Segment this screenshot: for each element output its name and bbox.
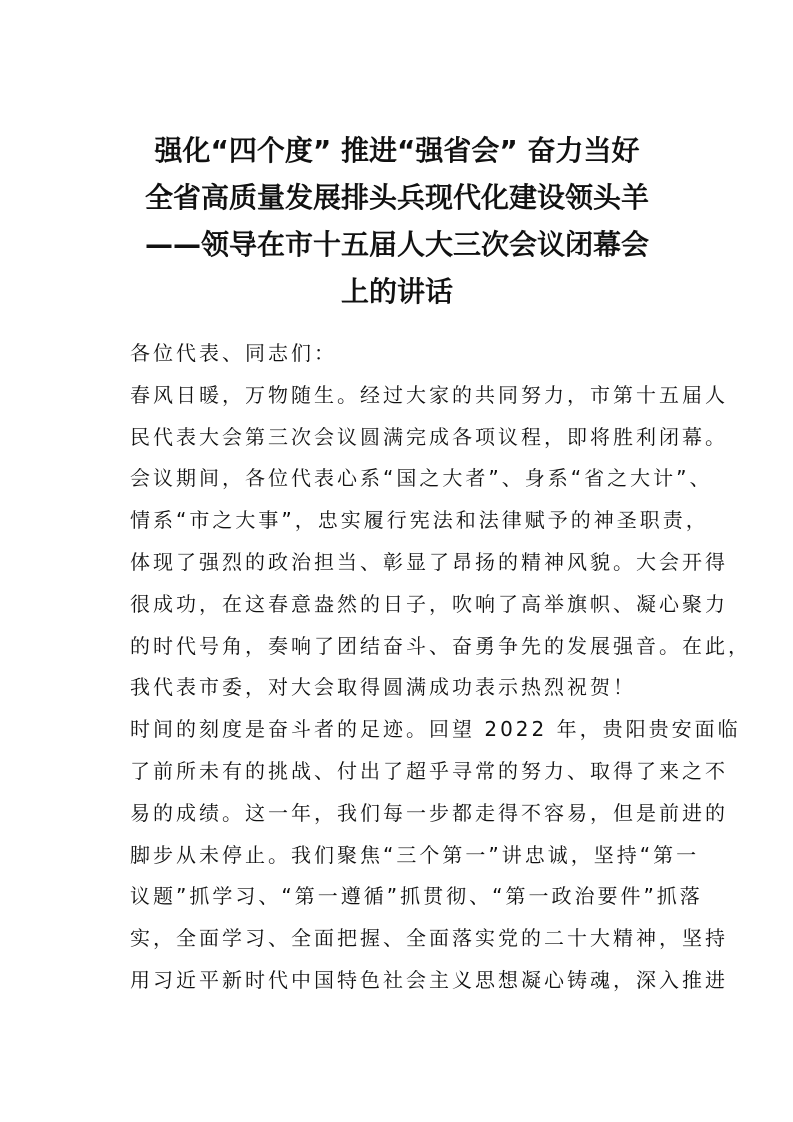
body-text-line: 实，全面学习、全面把握、全面落实党的二十大精神，坚持 (130, 926, 728, 951)
document-body (130, 333, 751, 1002)
body-text-line: 我代表市委，对大会取得圆满成功表示热烈祝贺！ (130, 675, 636, 700)
body-text-line: 各位代表、同志们： (130, 341, 337, 365)
body-text-line: 民代表大会第三次会议圆满完成各项议程，即将胜利闭幕。 (130, 424, 728, 449)
title-line: 强化“四个度” 推进“强省会” 奋力当好 (154, 134, 640, 167)
title-line: 全省高质量发展排头兵现代化建设领头羊 (144, 181, 649, 214)
body-text-line: 脚步从未停止。我们聚焦“三个第一”讲忠诚，坚持“第一 (130, 842, 700, 867)
subtitle-line: 上的讲话 (340, 275, 453, 308)
body-text-line: 易的成绩。这一年，我们每一步都走得不容易，但是前进的 (130, 800, 728, 825)
body-text-line: 体现了强烈的政治担当、彰显了昂扬的精神风貌。大会开得 (130, 549, 728, 574)
body-text-line: 的时代号角，奏响了团结奋斗、奋勇争先的发展强音。在此， (130, 633, 751, 658)
document-title (110, 127, 684, 315)
subtitle-line: ——领导在市十五届人大三次会议闭幕会 (144, 228, 649, 261)
body-text-line: 时间的刻度是奋斗者的足迹。回望 2022 年，贵阳贵安面临 (130, 717, 741, 742)
body-text-line: 议题”抓学习、“第一遵循”抓贯彻、“第一政治要件”抓落 (130, 884, 703, 909)
body-text-line: 情系“市之大事”，忠实履行宪法和法律赋予的神圣职责， (130, 508, 709, 533)
body-text-line: 了前所未有的挑战、付出了超乎寻常的努力、取得了来之不 (130, 758, 728, 783)
body-text-line: 春风日暖，万物随生。经过大家的共同努力，市第十五届人 (130, 382, 728, 407)
body-text-line: 会议期间，各位代表心系“国之大者”、身系“省之大计”、 (130, 466, 713, 491)
body-text-line: 用习近平新时代中国特色社会主义思想凝心铸魂，深入推进 (130, 967, 728, 992)
body-text-line: 很成功，在这春意盎然的日子，吹响了高举旗帜、凝心聚力 (130, 591, 728, 616)
